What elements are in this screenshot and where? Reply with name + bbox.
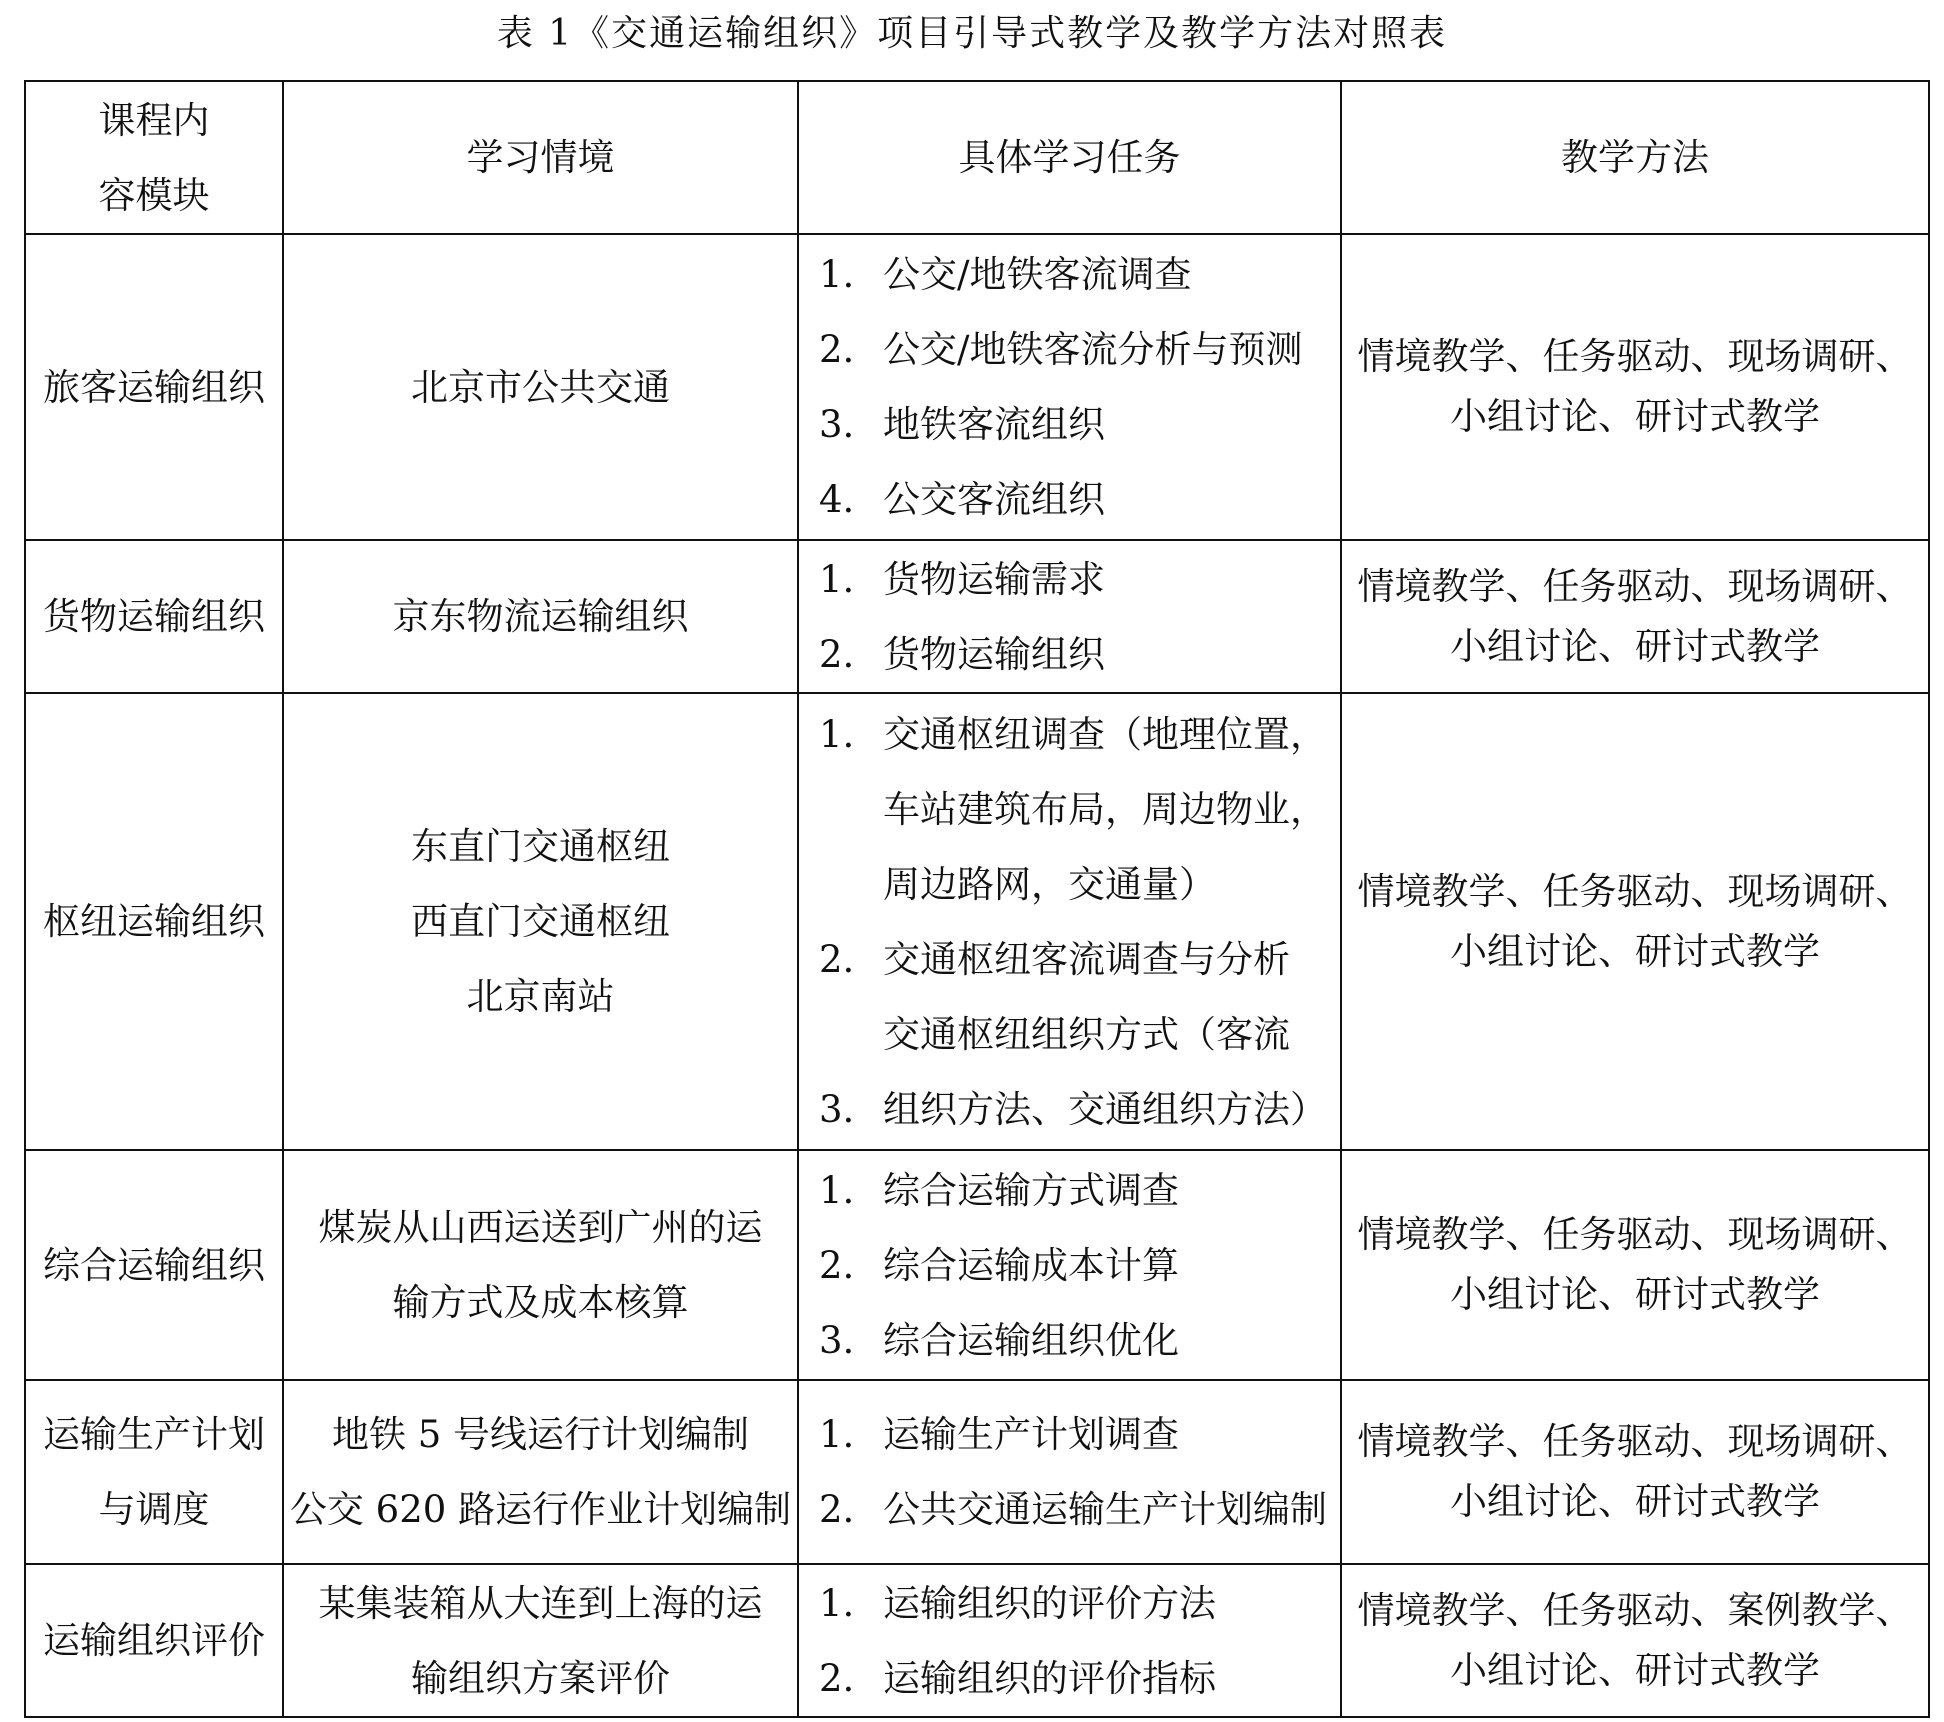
table-caption: 表 1《交通运输组织》项目引导式教学及教学方法对照表 xyxy=(496,13,1448,54)
task-list xyxy=(799,1153,1340,1378)
task-number: 3. xyxy=(819,1087,855,1131)
task-text: 综合运输方式调查 xyxy=(883,1168,1179,1212)
situation-text: 北京市公共交通 xyxy=(411,365,670,409)
situation-text: 北京南站 xyxy=(466,975,615,1018)
task-item xyxy=(819,312,1330,387)
situation-cell xyxy=(283,1380,798,1564)
task-text: 公交客流组织 xyxy=(883,478,1105,521)
task-item xyxy=(819,997,1330,1072)
tasks-cell xyxy=(798,540,1341,693)
method-text: 情境教学、任务驱动、现场调研、 xyxy=(1357,1213,1913,1256)
task-text: 货物运输需求 xyxy=(883,557,1105,601)
task-number: 2. xyxy=(819,328,855,371)
situation-cell xyxy=(283,540,798,693)
module-cell xyxy=(25,693,283,1150)
header-method: 教学方法 xyxy=(1341,81,1929,234)
module-cell xyxy=(25,540,283,693)
task-number: 1. xyxy=(819,557,855,601)
task-text: 组织方法、交通组织方法） xyxy=(883,1087,1327,1131)
task-list xyxy=(799,1566,1340,1716)
method-cell xyxy=(1341,1150,1929,1380)
module-text: 与调度 xyxy=(98,1488,210,1531)
task-number xyxy=(819,997,883,1072)
module-text: 货物运输组织 xyxy=(43,595,265,638)
situation-text: 西直门交通枢纽 xyxy=(411,900,670,943)
tasks-cell xyxy=(798,1564,1341,1717)
task-item xyxy=(819,1641,1330,1716)
module-cell xyxy=(25,1564,283,1717)
task-item xyxy=(819,1566,1330,1641)
task-list xyxy=(799,697,1340,1147)
task-text: 运输生产计划调查 xyxy=(883,1413,1179,1456)
table-row xyxy=(25,1564,1929,1717)
table-row xyxy=(25,540,1929,693)
task-item xyxy=(819,772,1330,847)
task-item xyxy=(819,237,1330,312)
task-item xyxy=(819,697,1330,772)
module-text: 综合运输组织 xyxy=(43,1243,265,1287)
task-item xyxy=(819,542,1330,617)
task-text: 车站建筑布局，周边物业， xyxy=(883,787,1327,831)
table-row xyxy=(25,1150,1929,1380)
task-number: 3. xyxy=(819,1318,855,1362)
situation-text: 某集装箱从大连到上海的运 xyxy=(318,1581,763,1625)
method-text: 情境教学、任务驱动、现场调研、 xyxy=(1357,869,1913,913)
task-number: 4. xyxy=(819,478,855,521)
task-text: 综合运输成本计算 xyxy=(883,1243,1179,1287)
task-list xyxy=(799,542,1340,692)
method-cell xyxy=(1341,1564,1929,1717)
task-text: 运输组织的评价方法 xyxy=(883,1581,1216,1625)
situation-text: 东直门交通枢纽 xyxy=(411,825,670,868)
situation-cell xyxy=(283,693,798,1150)
task-item xyxy=(819,847,1330,922)
task-item xyxy=(819,1397,1330,1472)
task-number: 2. xyxy=(819,1243,855,1287)
tasks-cell xyxy=(798,693,1341,1150)
method-cell xyxy=(1341,540,1929,693)
task-text: 货物运输组织 xyxy=(883,632,1105,676)
task-number: 1. xyxy=(819,712,855,756)
situation-cell xyxy=(283,1564,798,1717)
method-cell xyxy=(1341,234,1929,540)
task-text: 综合运输组织优化 xyxy=(883,1318,1179,1362)
task-text: 公交/地铁客流调查 xyxy=(883,253,1192,296)
task-item xyxy=(819,1228,1330,1303)
method-cell xyxy=(1341,693,1929,1150)
module-cell xyxy=(25,1380,283,1564)
module-cell xyxy=(25,1150,283,1380)
module-text: 枢纽运输组织 xyxy=(43,900,265,943)
module-cell xyxy=(25,234,283,540)
method-text: 小组讨论、研讨式教学 xyxy=(1450,395,1820,438)
task-text: 公交/地铁客流分析与预测 xyxy=(883,328,1303,371)
tasks-cell xyxy=(798,1380,1341,1564)
situation-text: 输组织方案评价 xyxy=(411,1656,670,1700)
table-row xyxy=(25,693,1929,1150)
header-tasks: 具体学习任务 xyxy=(798,81,1341,234)
module-text: 运输生产计划 xyxy=(43,1413,265,1456)
task-text: 公共交通运输生产计划编制 xyxy=(883,1488,1327,1531)
situation-text: 煤炭从山西运送到广州的运 xyxy=(318,1206,763,1249)
task-text: 周边路网，交通量） xyxy=(883,862,1216,906)
task-item xyxy=(819,462,1330,537)
method-text: 小组讨论、研讨式教学 xyxy=(1450,1480,1820,1523)
task-item xyxy=(819,1472,1330,1547)
task-item xyxy=(819,387,1330,462)
method-text: 小组讨论、研讨式教学 xyxy=(1450,1273,1820,1316)
task-item xyxy=(819,922,1330,997)
task-item xyxy=(819,617,1330,692)
situation-text: 公交 620 路运行作业计划编制 xyxy=(289,1488,792,1531)
task-text: 交通枢纽组织方式（客流 xyxy=(883,1012,1290,1056)
method-text: 小组讨论、研讨式教学 xyxy=(1450,1648,1820,1692)
task-number: 1. xyxy=(819,1168,855,1212)
task-number: 1. xyxy=(819,1581,855,1625)
task-text: 地铁客流组织 xyxy=(883,403,1105,446)
table-body xyxy=(25,234,1929,1717)
task-item xyxy=(819,1153,1330,1228)
task-item xyxy=(819,1303,1330,1378)
task-number: 3. xyxy=(819,403,855,446)
task-number: 1. xyxy=(819,253,855,296)
header-situation: 学习情境 xyxy=(283,81,798,234)
method-text: 情境教学、任务驱动、现场调研、 xyxy=(1357,564,1913,608)
module-text: 运输组织评价 xyxy=(43,1619,265,1662)
task-text: 交通枢纽客流调查与分析 xyxy=(883,937,1290,981)
header-row xyxy=(25,81,1929,234)
situation-cell xyxy=(283,234,798,540)
task-number: 2. xyxy=(819,1488,855,1531)
method-text: 情境教学、任务驱动、现场调研、 xyxy=(1357,335,1913,378)
method-cell xyxy=(1341,1380,1929,1564)
task-number xyxy=(819,847,883,922)
situation-text: 京东物流运输组织 xyxy=(392,595,689,638)
situation-text: 输方式及成本核算 xyxy=(392,1281,689,1324)
method-text: 情境教学、任务驱动、案例教学、 xyxy=(1357,1588,1913,1632)
task-list xyxy=(799,1397,1340,1547)
method-text: 小组讨论、研讨式教学 xyxy=(1450,929,1820,973)
task-text: 交通枢纽调查（地理位置， xyxy=(883,712,1327,756)
task-text: 运输组织的评价指标 xyxy=(883,1656,1216,1700)
tasks-cell xyxy=(798,234,1341,540)
task-list xyxy=(799,237,1340,537)
task-number xyxy=(819,772,883,847)
header-module: 课程内 容模块 xyxy=(25,81,283,234)
task-number: 1. xyxy=(819,1413,855,1456)
task-item xyxy=(819,1072,1330,1147)
situation-text: 地铁 5 号线运行计划编制 xyxy=(331,1413,750,1456)
method-text: 情境教学、任务驱动、现场调研、 xyxy=(1357,1420,1913,1463)
task-number: 2. xyxy=(819,632,855,676)
situation-cell xyxy=(283,1150,798,1380)
table-row xyxy=(25,234,1929,540)
task-number: 2. xyxy=(819,1656,855,1700)
module-text: 旅客运输组织 xyxy=(43,365,265,409)
method-text: 小组讨论、研讨式教学 xyxy=(1450,624,1820,668)
tasks-cell xyxy=(798,1150,1341,1380)
task-number: 2. xyxy=(819,937,855,981)
table-row xyxy=(25,1380,1929,1564)
comparison-table xyxy=(24,80,1930,1718)
